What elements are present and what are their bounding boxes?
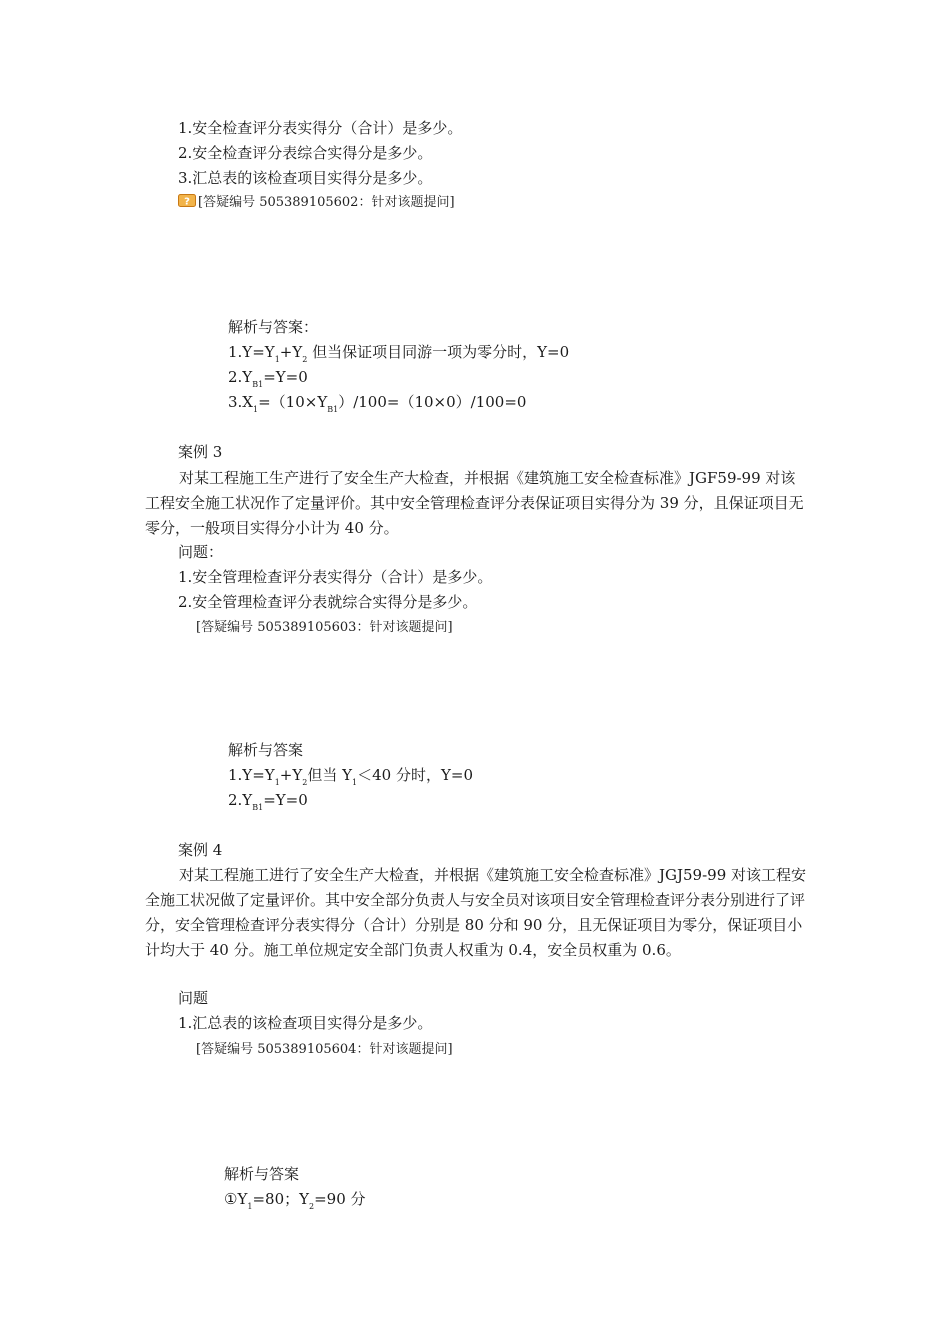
answer-line-2: $2.Y_{B1}=Y=0$ — [228, 368, 308, 389]
case4-question-1: 1.汇总表的该检查项目实得分是多少。 — [178, 1014, 433, 1032]
case4-title: 案例 4 — [178, 841, 223, 859]
case3-answer-line-1: $1.Y=Y_1+Y_2$但当 $Y_1<40$ 分时，Y=0 — [228, 766, 473, 787]
answer-line-3: $3.X_1=(10\times Y_{B1})/100=(10\times 0)/100=0$ — [228, 393, 527, 414]
case4-answer-line-1: $①Y_1=80$；$Y_2=90$ 分 — [224, 1190, 366, 1211]
case3-body: 对某工程施工生产进行了安全生产大检查，并根据《建筑施工安全检查标准》JGF59-99 对该工程安全施工状况作了定量评价。其中安全管理检查评分表保证项目实得分为 39 分，且保证项目无零分，一般项目实得分小计为 40 分。 — [145, 469, 804, 537]
case4-body: 对某工程施工进行了安全生产大检查，并根据《建筑施工安全检查标准》JGJ59-99 对该工程安全施工状况做了定量评价。其中安全部分负责人与安全员对该项目安全管理检查评分表分别进行了评分，安全管理检查评分表实得分（合计）分别是 80 分和 90 分，且无保证项目为零分，保证项目小计均大于 40 分。施工单位规定安全部门负责人权重为 0.4，安全员权重为 0.6。 — [145, 866, 807, 959]
case3-answer-title: 解析与答案 — [228, 741, 304, 759]
case4-question-label: 问题 — [178, 989, 209, 1007]
question-3: 3.汇总表的该检查项目实得分是多少。 — [178, 169, 433, 187]
case3-question-1: 1.安全管理检查评分表实得分（合计）是多少。 — [178, 568, 493, 586]
case3-answer-line-2: $2.Y_{B1}=Y=0$ — [228, 791, 308, 812]
case4-answer-title: 解析与答案 — [224, 1165, 300, 1183]
case3-question-label: 问题： — [178, 543, 224, 561]
question-bubble-icon — [178, 193, 196, 206]
qa-link-3[interactable]: [答疑编号 505389105604：针对该题提问] — [196, 1042, 453, 1057]
case3-question-2: 2.安全管理检查评分表就综合实得分是多少。 — [178, 593, 478, 611]
qa-link-2[interactable]: [答疑编号 505389105603：针对该题提问] — [196, 620, 453, 635]
answer-line-1: $1.Y=Y_1+Y_2$ 但当保证项目同游一项为零分时，Y=0 — [228, 343, 570, 364]
case3-title: 案例 3 — [178, 443, 223, 461]
question-2: 2.安全检查评分表综合实得分是多少。 — [178, 144, 433, 162]
answer-title: 解析与答案： — [228, 318, 319, 336]
question-1: 1.安全检查评分表实得分（合计）是多少。 — [178, 119, 463, 137]
qa-link-text[interactable]: [答疑编号 505389105602：针对该题提问] — [198, 195, 455, 210]
svg-text:?: ? — [184, 196, 190, 207]
qa-link-1[interactable] — [178, 192, 455, 214]
